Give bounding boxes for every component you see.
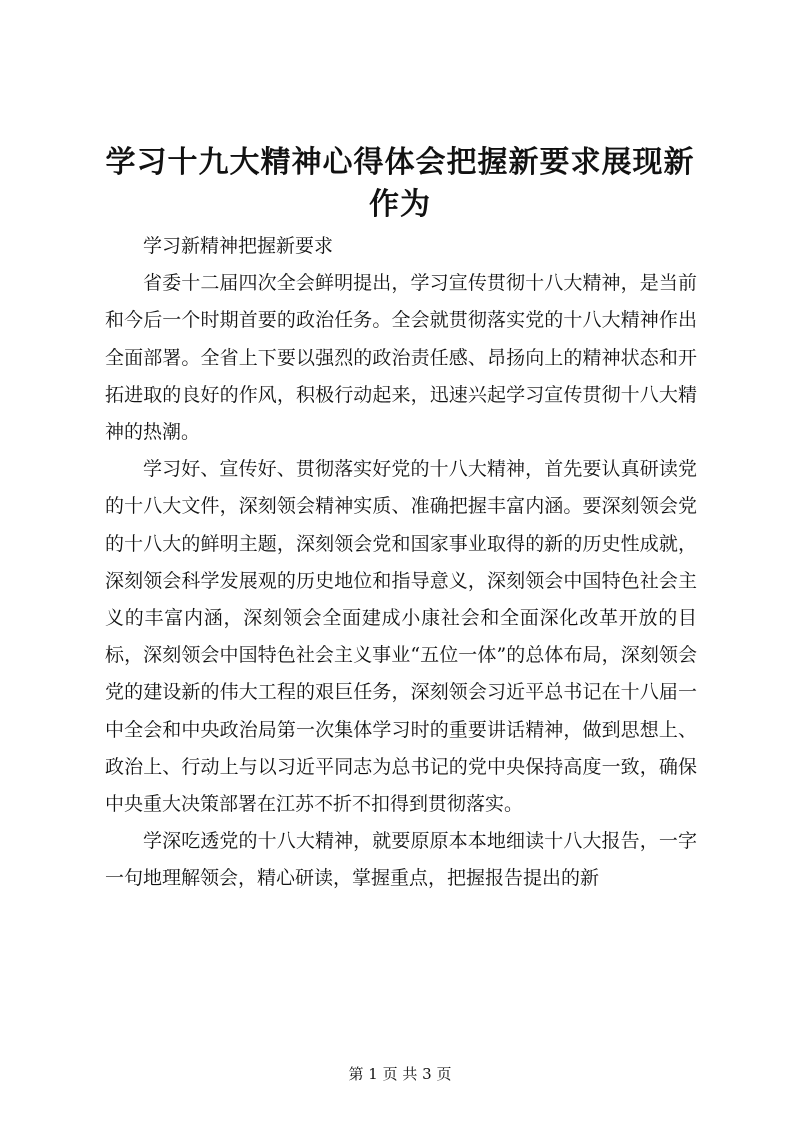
paragraph-3: 学深吃透党的十八大精神，就要原原本本地细读十八大报告，一字一句地理解领会，精心研读，掌握重点，把握报告提出的新 xyxy=(105,830,697,890)
paragraph-1: 省委十二届四次全会鲜明提出，学习宣传贯彻十八大精神，是当前和今后一个时期首要的政治任务。全会就贯彻落实党的十八大精神作出全面部署。全省上下要以强烈的政治责任感、昂扬向上的精神状态和开拓进取的良好的作风，积极行动起来，迅速兴起学习宣传贯彻十八大精神的热潮。 xyxy=(105,272,697,444)
section-subheading: 学习新精神把握新要求 xyxy=(143,235,334,257)
document-body xyxy=(105,228,697,898)
document-title: 学习十九大精神心得体会把握新要求展现新作为 xyxy=(105,145,695,222)
paragraph-2: 学习好、宣传好、贯彻落实好党的十八大精神，首先要认真研读党的十八大文件，深刻领会精神实质、准确把握丰富内涵。要深刻领会党的十八大的鲜明主题，深刻领会党和国家事业取得的新的历史性成就，深刻领会科学发展观的历史地位和指导意义，深刻领会中国特色社会主义的丰富内涵，深刻领会全面建成小康社会和全面深化改革开放的目标，深刻领会中国特色社会主义事业“五位一体”的总体布局，深刻领会党的建设新的伟大工程的艰巨任务，深刻领会习近平总书记在十八届一中全会和中央政治局第一次集体学习时的重要讲话精神，做到思想上、政治上、行动上与以习近平同志为总书记的党中央保持高度一致，确保中央重大决策部署在江苏不折不扣得到贯彻落实。 xyxy=(105,458,697,816)
page-footer: 第 1 页 共 3 页 xyxy=(348,1065,452,1083)
